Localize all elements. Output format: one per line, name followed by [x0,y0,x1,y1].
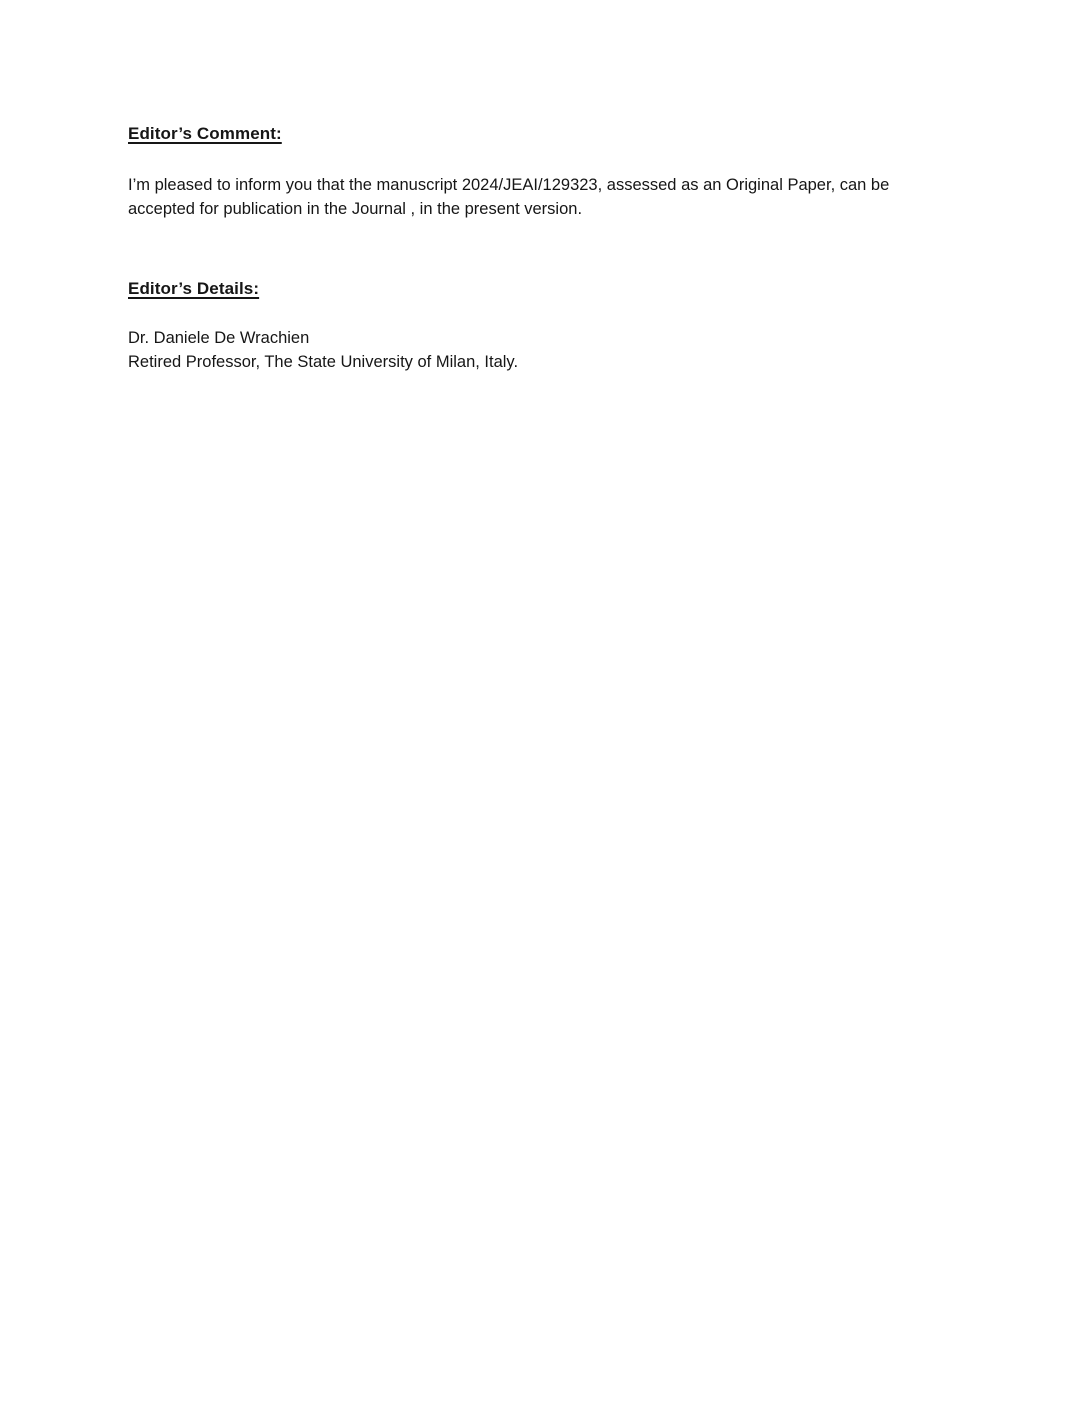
editors-comment-paragraph [128,173,954,221]
editors-details-paragraph [128,326,954,374]
comment-line-2: accepted for publication in the Journal , in the present version. [128,200,583,218]
editor-name: Dr. Daniele De Wrachien [128,329,310,347]
page-content [128,122,954,374]
comment-line-1: I’m pleased to inform you that the manuscript 2024/JEAI/129323, assessed as an Original Paper, can be [128,176,890,194]
editors-comment-heading: Editor’s Comment: [128,124,282,143]
editor-affiliation: Retired Professor, The State University of Milan, Italy. [128,353,519,371]
editors-details-heading: Editor’s Details: [128,279,260,298]
